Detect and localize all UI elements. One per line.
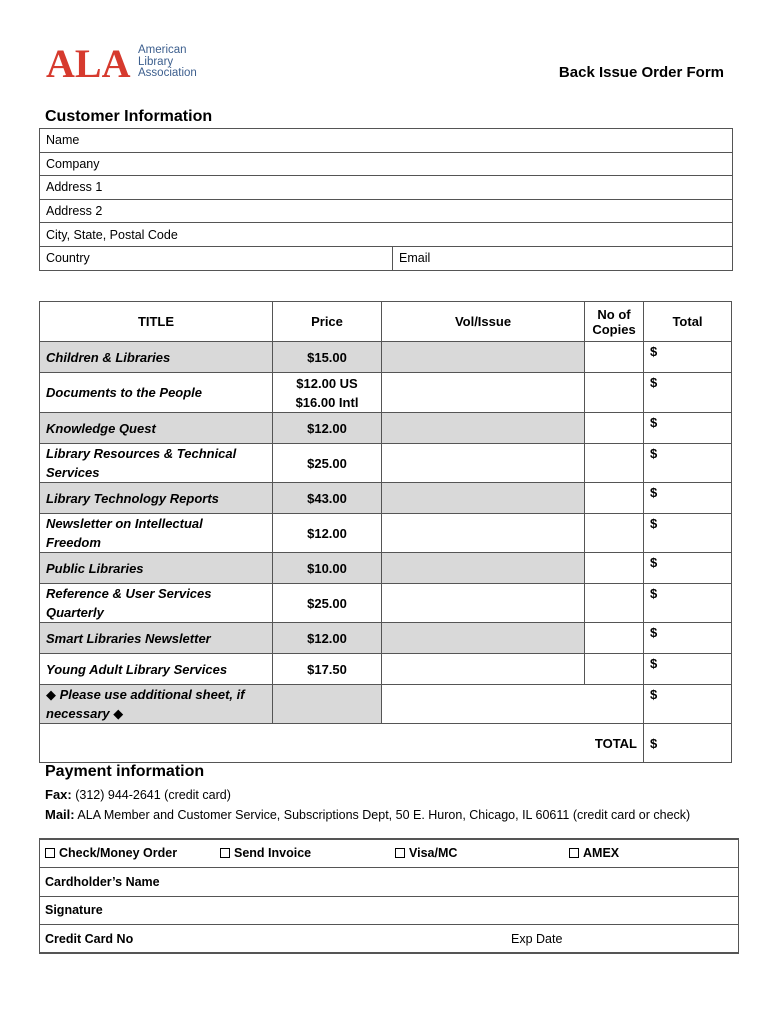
option-label: Visa/MC [409, 846, 458, 860]
row-price-intl: $16.00 Intl [295, 394, 359, 410]
address2-field[interactable]: Address 2 [40, 199, 733, 223]
row-title-line: Freedom [46, 535, 101, 550]
row-title [40, 444, 273, 483]
ala-logo [46, 41, 216, 86]
copies-header [585, 302, 644, 342]
additional-sheet-row [40, 685, 732, 724]
row-title-line: Quarterly [46, 605, 104, 620]
amex-option[interactable] [569, 846, 619, 860]
price-header: Price [273, 302, 382, 342]
grand-total-row [40, 724, 732, 763]
row-vol-input[interactable] [382, 553, 585, 584]
payment-instructions [45, 785, 690, 825]
cardholder-name-field[interactable]: Cardholder’s Name [39, 868, 739, 897]
row-total[interactable]: $ [644, 373, 732, 413]
row-vol-input[interactable] [382, 514, 585, 553]
order-row [40, 413, 732, 444]
company-field[interactable]: Company [40, 152, 733, 176]
row-vol-input[interactable] [382, 413, 585, 444]
payment-heading: Payment information [45, 763, 205, 780]
row-copies-input[interactable] [585, 584, 644, 623]
row-copies-input[interactable] [585, 444, 644, 483]
check-money-order-option[interactable] [45, 846, 177, 860]
row-total[interactable]: $ [644, 654, 732, 685]
row-price: $25.00 [273, 444, 382, 483]
row-copies-input[interactable] [585, 342, 644, 373]
note-price-cell [273, 685, 382, 724]
row-copies-input[interactable] [585, 553, 644, 584]
signature-field[interactable]: Signature [39, 896, 739, 925]
option-label: Send Invoice [234, 846, 312, 860]
grand-total-value[interactable]: $ [644, 724, 732, 763]
row-title-line: Newsletter on Intellectual [46, 516, 203, 531]
row-title: Knowledge Quest [40, 413, 273, 444]
mail-label: Mail: [45, 807, 75, 822]
note-line: ◆ Please use additional sheet, if [46, 687, 245, 702]
order-row [40, 514, 732, 553]
order-row [40, 584, 732, 623]
copies-header-line: Copies [592, 321, 636, 337]
option-label: Check/Money Order [59, 846, 178, 860]
address1-field[interactable]: Address 1 [40, 176, 733, 200]
order-row [40, 483, 732, 514]
row-copies-input[interactable] [585, 623, 644, 654]
row-vol-input[interactable] [382, 444, 585, 483]
total-spacer [40, 724, 585, 763]
row-copies-input[interactable] [585, 483, 644, 514]
note-line: necessary ◆ [46, 706, 124, 721]
row-title-line: Reference & User Services [46, 586, 212, 601]
row-price: $12.00 [273, 623, 382, 654]
logo-line: Library [138, 55, 174, 68]
row-copies-input[interactable] [585, 373, 644, 413]
total-header: Total [644, 302, 732, 342]
exp-date-field[interactable]: Exp Date [511, 932, 563, 946]
row-price-us: $12.00 US [296, 375, 358, 391]
row-price: $43.00 [273, 483, 382, 514]
grand-total-label: TOTAL [585, 724, 644, 763]
row-title: Documents to the People [40, 373, 273, 413]
mail-line [45, 805, 690, 825]
fax-label: Fax: [45, 787, 72, 802]
city-state-postal-field[interactable]: City, State, Postal Code [40, 223, 733, 247]
order-row [40, 654, 732, 685]
country-field[interactable]: Country [40, 246, 393, 270]
fax-line [45, 785, 690, 805]
note-vol-input[interactable] [382, 685, 585, 724]
mail-value: ALA Member and Customer Service, Subscriptions Dept, 50 E. Huron, Chicago, IL 60611 (credit card or check) [77, 808, 691, 822]
row-total[interactable]: $ [644, 413, 732, 444]
order-table [39, 301, 732, 763]
row-vol-input[interactable] [382, 342, 585, 373]
order-row [40, 342, 732, 373]
visa-mc-option[interactable] [395, 846, 457, 860]
row-copies-input[interactable] [585, 514, 644, 553]
note-total[interactable]: $ [644, 685, 732, 724]
credit-card-row [39, 925, 739, 954]
checkbox-icon[interactable] [395, 848, 405, 858]
order-row [40, 623, 732, 654]
logo-line: American [138, 44, 187, 56]
row-title-line: Library Resources & Technical [46, 446, 237, 461]
row-price [273, 373, 382, 413]
row-total[interactable]: $ [644, 514, 732, 553]
additional-sheet-note [40, 685, 273, 724]
row-total[interactable]: $ [644, 483, 732, 514]
row-total[interactable]: $ [644, 444, 732, 483]
option-label: AMEX [583, 846, 620, 860]
name-field[interactable]: Name [40, 129, 733, 153]
logo-text [138, 45, 197, 80]
row-price: $15.00 [273, 342, 382, 373]
row-price: $25.00 [273, 584, 382, 623]
row-vol-input[interactable] [382, 373, 585, 413]
row-title: Library Technology Reports [40, 483, 273, 514]
copies-header-line: No of [597, 306, 631, 322]
row-title-line: Services [46, 465, 100, 480]
customer-heading: Customer Information [45, 108, 213, 125]
logo-line: Association [138, 67, 197, 79]
row-title [40, 514, 273, 553]
row-copies-input[interactable] [585, 413, 644, 444]
fax-value: (312) 944-2641 (credit card) [75, 788, 231, 802]
credit-card-field[interactable]: Credit Card No [45, 931, 134, 946]
row-total[interactable]: $ [644, 623, 732, 654]
vol-issue-header: Vol/Issue [382, 302, 585, 342]
row-total[interactable]: $ [644, 584, 732, 623]
checkbox-icon[interactable] [569, 848, 579, 858]
form-title: Back Issue Order Form [558, 64, 724, 81]
checkbox-icon[interactable] [45, 848, 55, 858]
row-vol-input[interactable] [382, 654, 585, 685]
row-vol-input[interactable] [382, 483, 585, 514]
row-title: Children & Libraries [40, 342, 273, 373]
row-price: $12.00 [273, 514, 382, 553]
send-invoice-option[interactable] [220, 846, 311, 860]
order-row [40, 553, 732, 584]
checkbox-icon[interactable] [220, 848, 230, 858]
row-vol-input[interactable] [382, 623, 585, 654]
row-title: Smart Libraries Newsletter [40, 623, 273, 654]
row-title: Young Adult Library Services [40, 654, 273, 685]
order-row [40, 373, 732, 413]
row-copies-input[interactable] [585, 654, 644, 685]
note-copies-input[interactable] [585, 685, 644, 724]
row-total[interactable]: $ [644, 553, 732, 584]
row-title: Public Libraries [40, 553, 273, 584]
row-price: $10.00 [273, 553, 382, 584]
row-total[interactable]: $ [644, 342, 732, 373]
title-header: TITLE [40, 302, 273, 342]
customer-table [39, 128, 733, 271]
logo-mark: ALA [46, 41, 131, 86]
row-title [40, 584, 273, 623]
row-price: $17.50 [273, 654, 382, 685]
row-price: $12.00 [273, 413, 382, 444]
email-field[interactable]: Email [393, 246, 733, 270]
row-vol-input[interactable] [382, 584, 585, 623]
order-row [40, 444, 732, 483]
